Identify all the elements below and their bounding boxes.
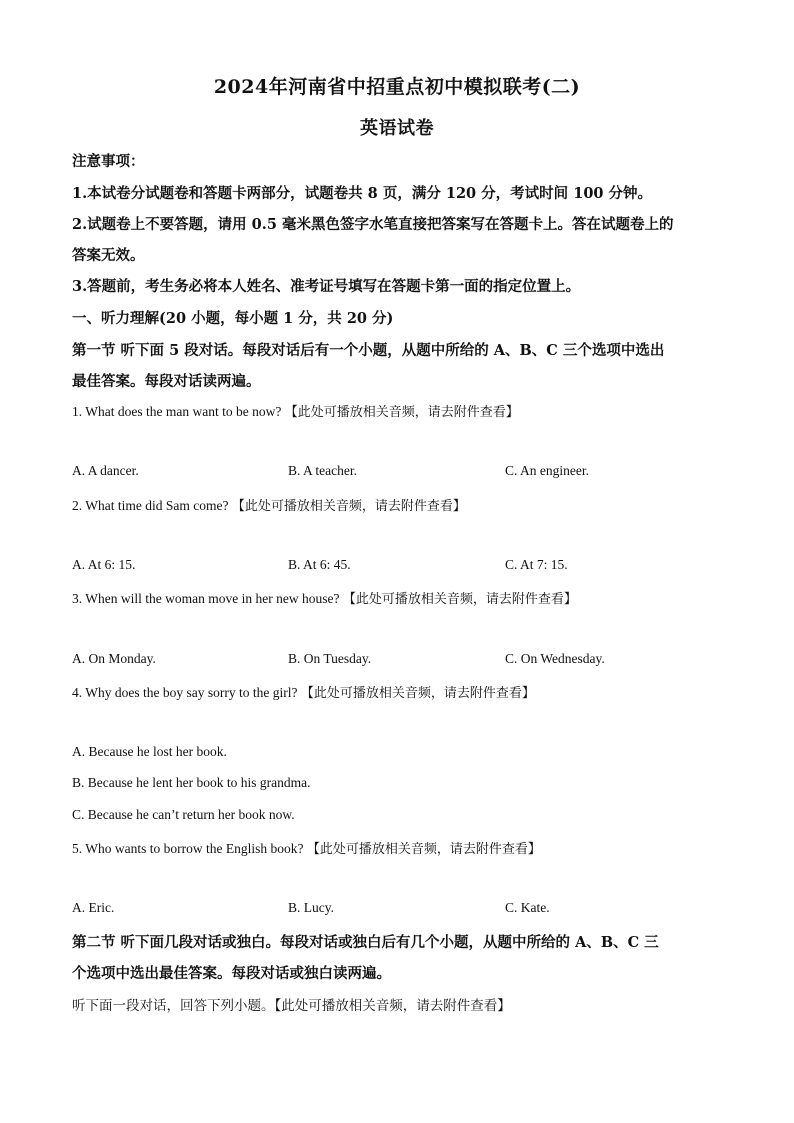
question-1 <box>72 401 519 420</box>
exam-subtitle: 英语试卷 <box>360 118 434 139</box>
question-text: 3. When will the woman move in her new house? <box>72 591 340 606</box>
question-text: 5. Who wants to borrow the English book? <box>72 841 304 856</box>
option-a: A. At 6: 15. <box>72 557 136 572</box>
part1-heading: 一、听力理解(20 小题，每小题 1 分，共 20 分) <box>72 310 394 327</box>
option-a: A. On Monday. <box>72 651 156 666</box>
option-b: B. A teacher. <box>288 463 357 478</box>
question-3 <box>72 588 577 607</box>
question-text: 4. Why does the boy say sorry to the girl? <box>72 685 298 700</box>
option-c: C. Kate. <box>505 900 550 915</box>
question-text: 2. What time did Sam come? <box>72 498 229 513</box>
audio-link[interactable]: 【此处可播放相关音频，请去附件查看】 <box>274 998 511 1014</box>
option-b: B. Because he lent her book to his grandma. <box>72 775 311 790</box>
audio-link[interactable]: 【此处可播放相关音频，请去附件查看】 <box>300 686 535 701</box>
option-c: C. Because he can’t return her book now. <box>72 807 295 822</box>
audio-link[interactable]: 【此处可播放相关音频，请去附件查看】 <box>231 499 466 514</box>
section2-instruction-line <box>72 994 511 1014</box>
note-item-2: 2.试题卷上不要答题，请用 0.5 毫米黑色签字水笔直接把答案写在答题卡上。答在试题卷上的 <box>72 216 674 233</box>
option-c: C. An engineer. <box>505 463 589 478</box>
section1-line-1: 第一节 听下面 5 段对话。每段对话后有一个小题，从题中所给的 A、B、C 三个选项中选出 <box>72 342 665 359</box>
audio-link[interactable]: 【此处可播放相关音频，请去附件查看】 <box>342 592 577 607</box>
option-b: B. At 6: 45. <box>288 557 351 572</box>
exam-title: 2024年河南省中招重点初中模拟联考(二) <box>213 76 581 98</box>
question-4 <box>72 682 535 701</box>
note-item-1: 1.本试卷分试题卷和答题卡两部分，试题卷共 8 页，满分 120 分，考试时间 100 分钟。 <box>72 185 653 202</box>
note-item-3: 3.答题前，考生务必将本人姓名、准考证号填写在答题卡第一面的指定位置上。 <box>72 278 581 295</box>
audio-link[interactable]: 【此处可播放相关音频，请去附件查看】 <box>306 842 541 857</box>
option-a: A. A dancer. <box>72 463 139 478</box>
option-b: B. Lucy. <box>288 900 334 915</box>
note-item-2-cont: 答案无效。 <box>72 247 145 264</box>
section2-instruction: 听下面一段对话，回答下列小题。 <box>72 998 275 1014</box>
option-a: A. Eric. <box>72 900 115 915</box>
section2-line-1: 第二节 听下面几段对话或独白。每段对话或独白后有几个小题，从题中所给的 A、B、C 三 <box>72 934 659 951</box>
question-text: 1. What does the man want to be now? <box>72 404 282 419</box>
section1-line-2: 最佳答案。每段对话读两遍。 <box>72 373 261 390</box>
question-2 <box>72 495 466 514</box>
audio-link[interactable]: 【此处可播放相关音频，请去附件查看】 <box>284 405 519 420</box>
option-c: C. At 7: 15. <box>505 557 568 572</box>
option-c: C. On Wednesday. <box>505 651 605 666</box>
option-b: B. On Tuesday. <box>288 651 372 666</box>
section2-line-2: 个选项中选出最佳答案。每段对话或独白读两遍。 <box>72 965 391 982</box>
notes-heading: 注意事项： <box>72 153 145 170</box>
question-5 <box>72 838 541 857</box>
option-a: A. Because he lost her book. <box>72 744 227 759</box>
